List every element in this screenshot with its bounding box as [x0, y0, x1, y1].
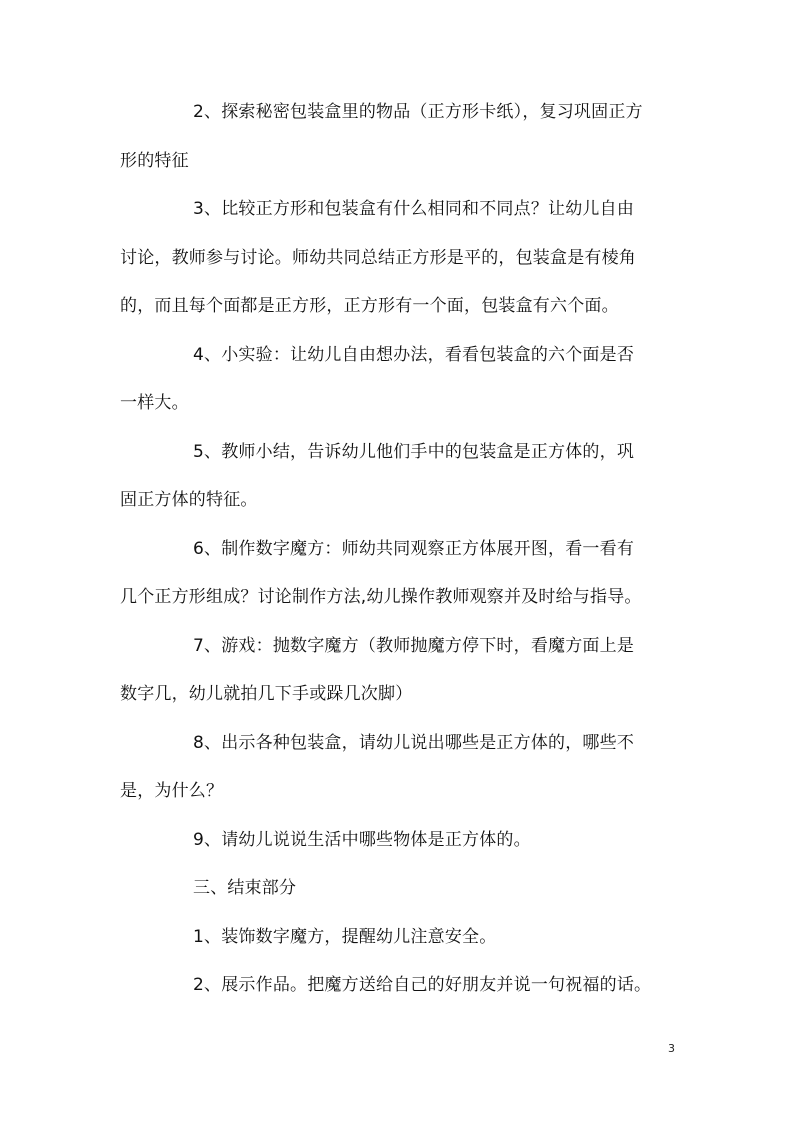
- section-heading: 三、结束部分: [193, 878, 297, 898]
- paragraph-line: 是，为什么？: [120, 781, 224, 801]
- paragraph-line: 1、装饰数字魔方，提醒幼儿注意安全。: [193, 926, 497, 947]
- paragraph-line: 5、教师小结，告诉幼儿他们手中的包装盒是正方体的，巩: [193, 441, 635, 462]
- paragraph-line: 几个正方形组成？讨论制作方法,幼儿操作教师观察并及时给与指导。: [120, 587, 642, 607]
- paragraph-line: 的，而且每个面都是正方形，正方形有一个面，包装盒有六个面。: [120, 296, 619, 316]
- paragraph-line: 3、比较正方形和包装盒有什么相同和不同点？让幼儿自由: [193, 199, 635, 219]
- paragraph-line: 2、探索秘密包装盒里的物品（正方形卡纸），复习巩固正方: [193, 102, 643, 122]
- document-body: [120, 88, 680, 1010]
- paragraph-line: 6、制作数字魔方：师幼共同观察正方体展开图，看一看有: [193, 538, 635, 559]
- paragraph-line: 8、出示各种包装盒，请幼儿说出哪些是正方体的，哪些不: [193, 732, 635, 753]
- paragraph-line: 形的特征: [120, 150, 189, 171]
- paragraph-line: 4、小实验：让幼儿自由想办法，看看包装盒的六个面是否: [193, 344, 635, 365]
- paragraph-line: 讨论，教师参与讨论。师幼共同总结正方形是平的，包装盒是有棱角: [120, 247, 636, 268]
- paragraph-line: 9、请幼儿说说生活中哪些物体是正方体的。: [193, 829, 531, 850]
- paragraph-line: 一样大。: [120, 393, 189, 413]
- paragraph-line: 7、游戏：抛数字魔方（教师抛魔方停下时，看魔方面上是: [193, 635, 635, 656]
- paragraph-line: 2、展示作品。把魔方送给自己的好朋友并说一句祝福的话。: [193, 975, 652, 995]
- page-number: 3: [668, 1042, 675, 1055]
- paragraph-line: 数字几，幼儿就拍几下手或跺几次脚）: [120, 684, 413, 704]
- paragraph-line: 固正方体的特征。: [120, 490, 258, 510]
